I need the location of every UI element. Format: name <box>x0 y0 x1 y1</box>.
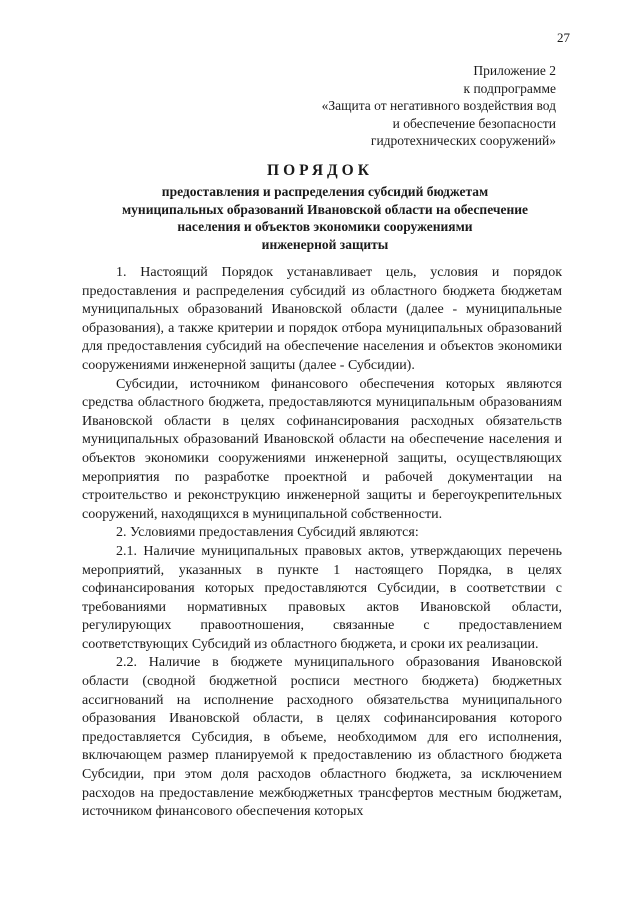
subtitle-line: муниципальных образований Ивановской области на обеспечение <box>121 201 529 217</box>
document-title: ПОРЯДОК <box>267 162 373 179</box>
paragraph-2-1: 2.1. Наличие муниципальных правовых актов, утверждающих перечень мероприятий, указанных в пункте 1 настоящего Порядка, в целях софинансирования которых предоставляются Субсидии, в соответствии с требованиями нормативных правовых актов Ивановской области, регулирующих правоотношения, связанные с предоставлением соответствующих Субсидий из областного бюджета, и сроки их реализации. <box>82 543 562 652</box>
subtitle-line: предоставления и распределения субсидий бюджетам <box>161 184 489 199</box>
appendix-line: «Защита от негативного воздействия вод <box>321 98 556 114</box>
appendix-line: и обеспечение безопасности <box>392 115 556 131</box>
subtitle-line: инженерной защиты <box>261 236 389 252</box>
appendix-header <box>322 62 556 150</box>
appendix-line: Приложение 2 <box>473 63 556 78</box>
appendix-line: гидротехнических сооружений» <box>370 133 556 149</box>
subtitle-line: населения и объектов экономики сооружениями <box>177 219 473 234</box>
document-body <box>82 264 562 822</box>
paragraph-subsidies-source: Субсидии, источником финансового обеспечения которых являются средства областного бюджета, предоставляются муниципальным образованиям Ивановской области в целях софинансирования расходных обязательств муниципальных образований Ивановской области на обеспечение населения и объектов экономики сооружениями инженерной защиты, осуществляющих мероприятия по разработке проектной и рабочей документации на строительство и реконструкцию инженерной защиты и берегоукрепительных сооружений, находящихся в муниципальной собственности. <box>82 376 562 522</box>
appendix-line: к подпрограмме <box>463 80 556 96</box>
paragraph-2: 2. Условиями предоставления Субсидий являются: <box>116 525 419 541</box>
paragraph-1: 1. Настоящий Порядок устанавливает цель, условия и порядок предоставления и распределения субсидий из областного бюджета бюджетам муниципальных образований Ивановской области (далее - муниципальные образования), а также критерии и порядок отбора муниципальных образований для предоставления субсидий на обеспечение населения и объектов экономики сооружениями инженерной защиты (далее - Субсидии). <box>82 265 562 373</box>
document-subtitle <box>80 183 570 253</box>
paragraph-2-2: 2.2. Наличие в бюджете муниципального образования Ивановской области (сводной бюджетной росписи местного бюджета) бюджетных ассигнований на исполнение расходного обязательства муниципального образования Ивановской области, в целях софинансирования которого предоставляется Субсидия, в объеме, необходимом для его исполнения, включающем размер планируемой к предоставлению из областного бюджета Субсидии, при этом доля расходов областного бюджета, за исключением расходов на предоставление межбюджетных трансфертов местным бюджетам, источником финансового обеспечения которых <box>82 655 562 820</box>
page-number: 27 <box>557 30 570 45</box>
